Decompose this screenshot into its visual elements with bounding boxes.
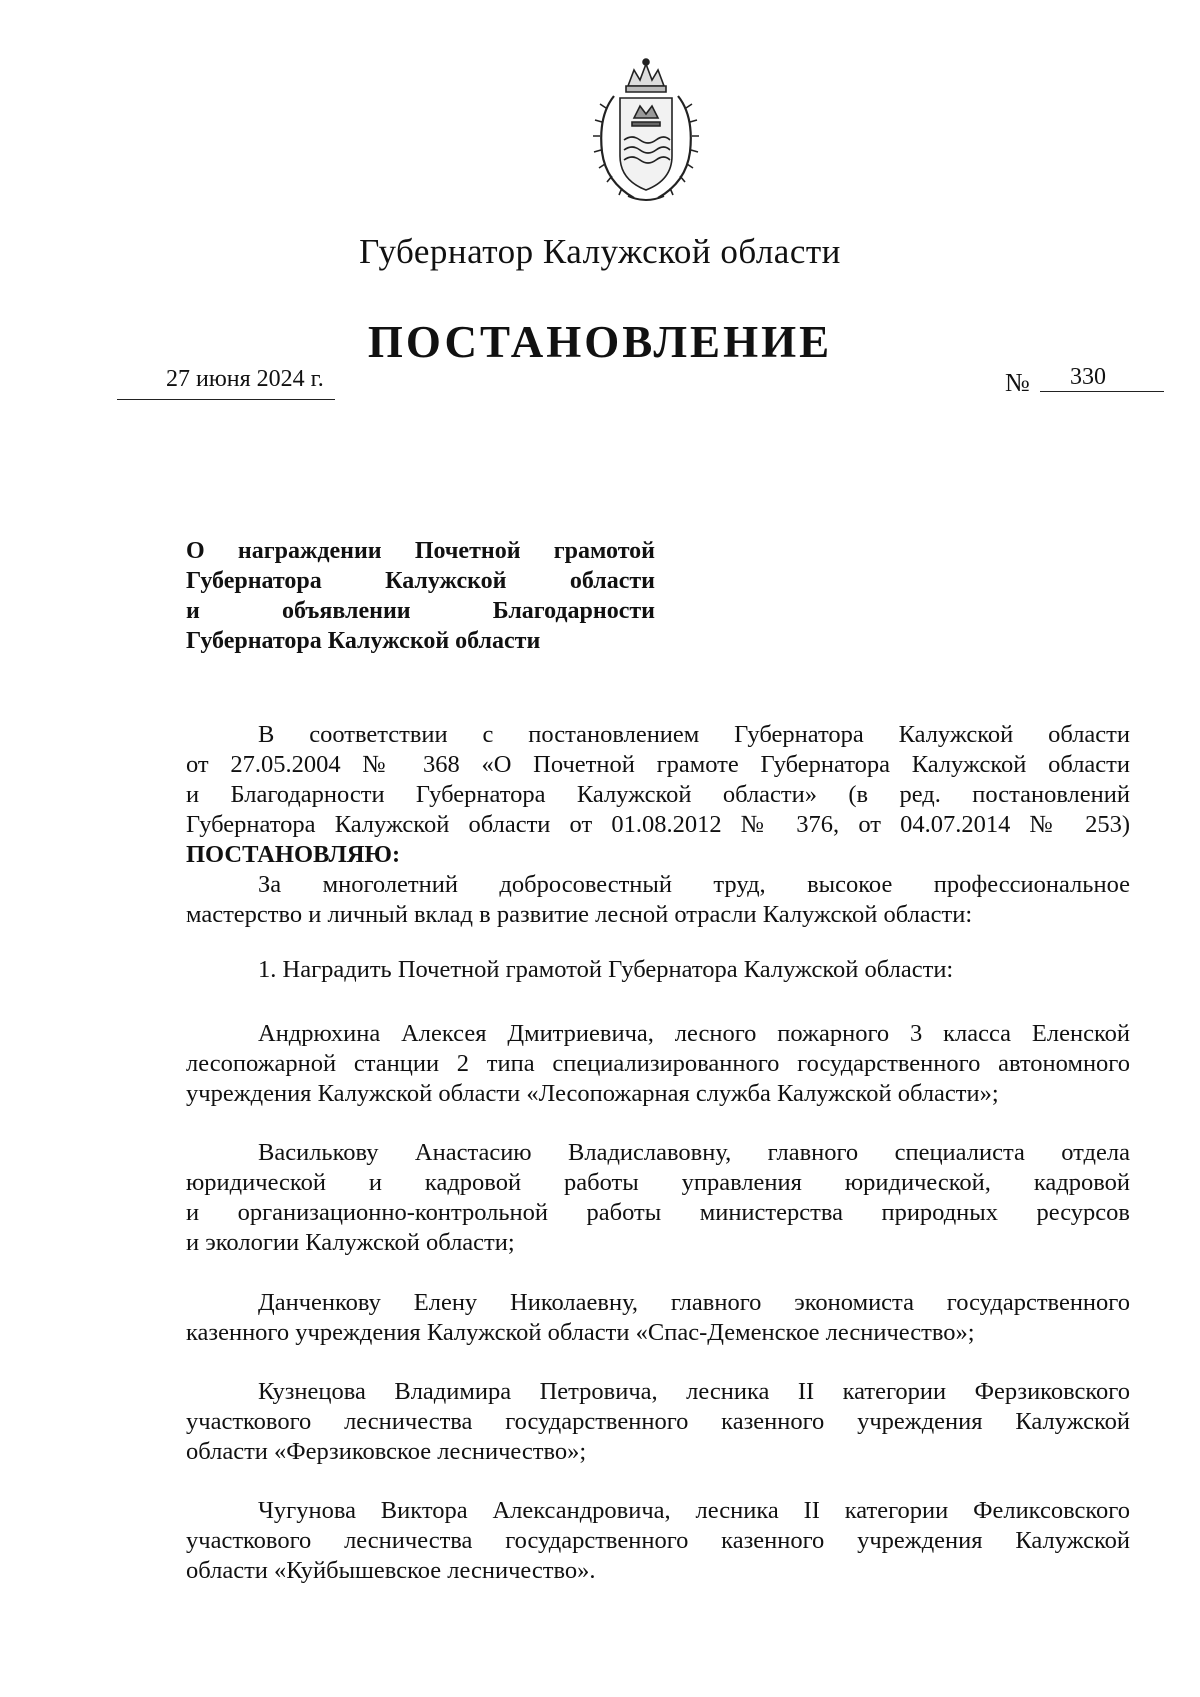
document-date: 27 июня 2024 г. [166,366,324,392]
preamble-line: Губернатора Калужской области от 01.08.2012 № 376, от 04.07.2014 № 253) [186,811,1130,838]
subject-line: Губернатора Калужской области [186,628,541,654]
preamble-line: и Благодарности Губернатора Калужской области» (в ред. постановлений [186,781,1130,808]
coat-of-arms-icon [584,56,708,206]
document-number: 330 [1070,364,1106,390]
preamble-line: В соответствии с постановлением Губернатора Калужской области [258,721,1130,748]
awardee-line: Василькову Анастасию Владиславовну, главного специалиста отдела [258,1139,1130,1166]
awardee-line: Чугунова Виктора Александровича, лесника II категории Феликсовского [258,1497,1130,1524]
awardee-line: области «Куйбышевское лесничество». [186,1557,596,1584]
awardee-line: Андрюхина Алексея Дмитриевича, лесного пожарного 3 класса Еленской [258,1020,1130,1047]
awardee-line: участкового лесничества государственного казенного учреждения Калужской [186,1527,1130,1554]
awardee-line: Кузнецова Владимира Петровича, лесника II категории Ферзиковского [258,1378,1130,1405]
subject-line: и объявлении Благодарности [186,598,655,624]
awardee-line: Данченкову Елену Николаевну, главного экономиста государственного [258,1289,1130,1316]
awardee-paragraph [186,1496,1130,1586]
preamble-paragraph [186,720,1130,870]
subject-heading [186,536,655,656]
awardee-paragraph [186,1288,1130,1348]
reason-line: За многолетний добросовестный труд, высокое профессиональное [258,871,1130,898]
subject-line: О награждении Почетной грамотой [186,538,655,564]
item-1-paragraph [186,955,1130,985]
awardee-line: лесопожарной станции 2 типа специализированного государственного автономного [186,1050,1130,1077]
awardee-line: и экологии Калужской области; [186,1229,515,1256]
subject-line: Губернатора Калужской области [186,568,655,594]
item-1-line: 1. Наградить Почетной грамотой Губернатора Калужской области: [258,956,954,983]
decree-word: ПОСТАНОВЛЯЮ: [186,841,401,868]
preamble-line: от 27.05.2004 № 368 «О Почетной грамоте Губернатора Калужской области [186,751,1130,778]
awardee-line: и организационно-контрольной работы министерства природных ресурсов [186,1199,1130,1226]
date-underline [117,399,335,400]
reason-paragraph [186,870,1130,930]
awardee-paragraph [186,1377,1130,1467]
number-underline [1040,391,1164,392]
awardee-paragraph [186,1019,1130,1109]
awardee-line: казенного учреждения Калужской области «Спас-Деменское лесничество»; [186,1319,975,1346]
document-type-title: ПОСТАНОВЛЕНИЕ [367,317,833,367]
awardee-line: участкового лесничества государственного казенного учреждения Калужской [186,1408,1130,1435]
awardee-line: учреждения Калужской области «Лесопожарная служба Калужской области»; [186,1080,999,1107]
awardee-line: юридической и кадровой работы управления юридической, кадровой [186,1169,1130,1196]
issuing-authority: Губернатор Калужской области [359,232,841,271]
awardee-line: области «Ферзиковское лесничество»; [186,1438,587,1465]
reason-line: мастерство и личный вклад в развитие лесной отрасли Калужской области: [186,901,973,928]
number-sign: № [1005,368,1030,397]
awardee-paragraph [186,1138,1130,1258]
